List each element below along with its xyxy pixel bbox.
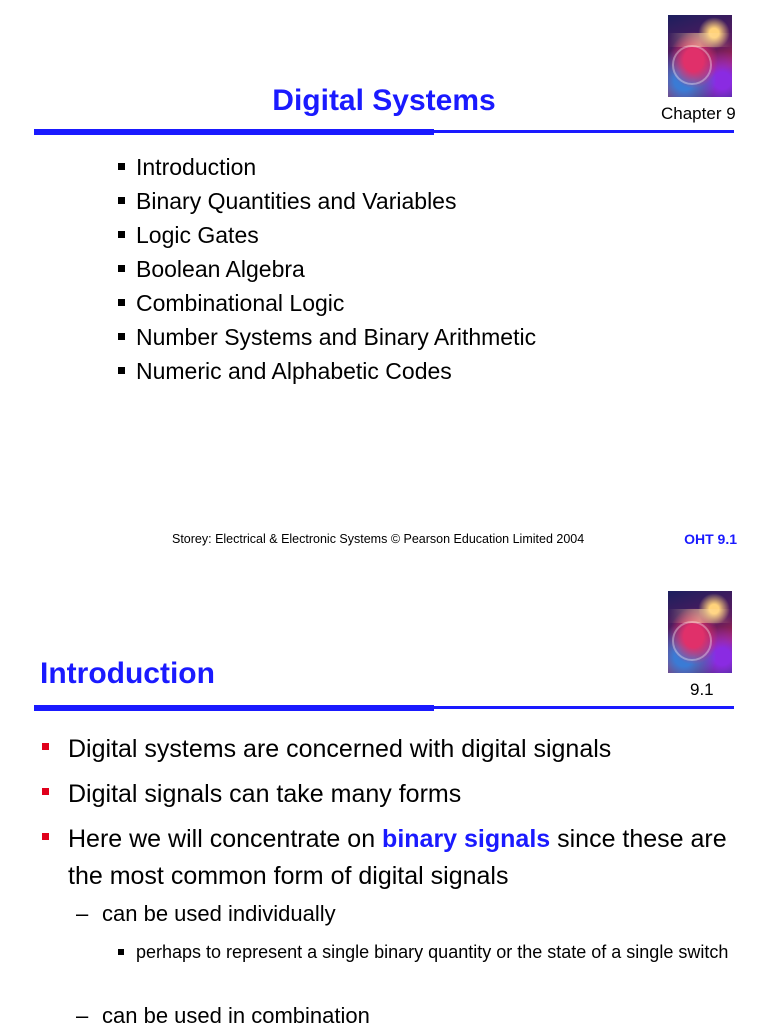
bullet-text-after: since these are the most common form of digital signals xyxy=(68,825,727,890)
bullet-square-icon xyxy=(118,367,125,374)
cover-band xyxy=(668,609,732,623)
list-item xyxy=(118,153,536,187)
bullet-square-icon xyxy=(118,197,125,204)
topic-label: Combinational Logic xyxy=(136,290,345,316)
book-cover-image xyxy=(668,591,732,673)
bullet-text-before: Here we will concentrate on xyxy=(68,825,383,853)
title-rule-thin xyxy=(434,130,734,133)
list-item xyxy=(118,323,536,357)
section-title: Introduction xyxy=(40,657,215,690)
dash-marker: – xyxy=(76,901,89,926)
sub-sub-item-text: perhaps to represent a single binary quantity or the state of a single switch xyxy=(136,942,729,962)
bullet-square-icon xyxy=(118,333,125,340)
title-rule-thick xyxy=(34,705,434,711)
slide-title: Digital Systems xyxy=(272,84,496,117)
highlight-binary-signals: binary signals xyxy=(382,825,551,853)
cover-ring xyxy=(672,621,712,661)
bullet-text: Digital signals can take many forms xyxy=(68,780,462,808)
sub-item-individually xyxy=(76,901,336,927)
bullet-square-icon xyxy=(118,949,124,955)
cover-band xyxy=(668,33,732,47)
bullet-square-icon xyxy=(118,231,125,238)
slide-code: OHT 9.1 xyxy=(684,531,737,547)
list-item xyxy=(40,776,740,813)
topic-label: Logic Gates xyxy=(136,222,259,248)
list-item xyxy=(118,357,536,391)
dash-marker: – xyxy=(76,1003,89,1028)
sub-sub-item xyxy=(118,938,736,966)
list-item xyxy=(118,255,536,289)
topic-label: Binary Quantities and Variables xyxy=(136,188,457,214)
topic-label: Boolean Algebra xyxy=(136,256,305,282)
sub-item-text: can be used individually xyxy=(102,901,336,926)
intro-bullets xyxy=(40,731,740,903)
topic-list xyxy=(118,153,536,391)
cover-ring xyxy=(672,45,712,85)
sub-item-text: can be used in combination xyxy=(102,1003,370,1028)
bullet-square-icon xyxy=(118,163,125,170)
sub-item-combination xyxy=(76,1003,370,1029)
slide-number: 9.1 xyxy=(690,680,714,699)
title-rule-thin xyxy=(434,706,734,709)
chapter-label: Chapter 9 xyxy=(661,104,736,123)
bullet-square-icon xyxy=(42,743,49,750)
topic-label: Number Systems and Binary Arithmetic xyxy=(136,324,537,350)
bullet-square-icon xyxy=(42,833,49,840)
list-item xyxy=(40,821,740,895)
topic-label: Introduction xyxy=(136,154,257,180)
list-item xyxy=(40,731,740,768)
bullet-square-icon xyxy=(42,788,49,795)
copyright-footer: Storey: Electrical & Electronic Systems © Pearson Education Limited 2004 xyxy=(172,532,585,546)
list-item xyxy=(118,221,536,255)
bullet-square-icon xyxy=(118,299,125,306)
title-rule-thick xyxy=(34,129,434,135)
list-item xyxy=(118,289,536,323)
bullet-square-icon xyxy=(118,265,125,272)
bullet-text: Digital systems are concerned with digital signals xyxy=(68,735,612,763)
list-item xyxy=(118,187,536,221)
topic-label: Numeric and Alphabetic Codes xyxy=(136,358,452,384)
